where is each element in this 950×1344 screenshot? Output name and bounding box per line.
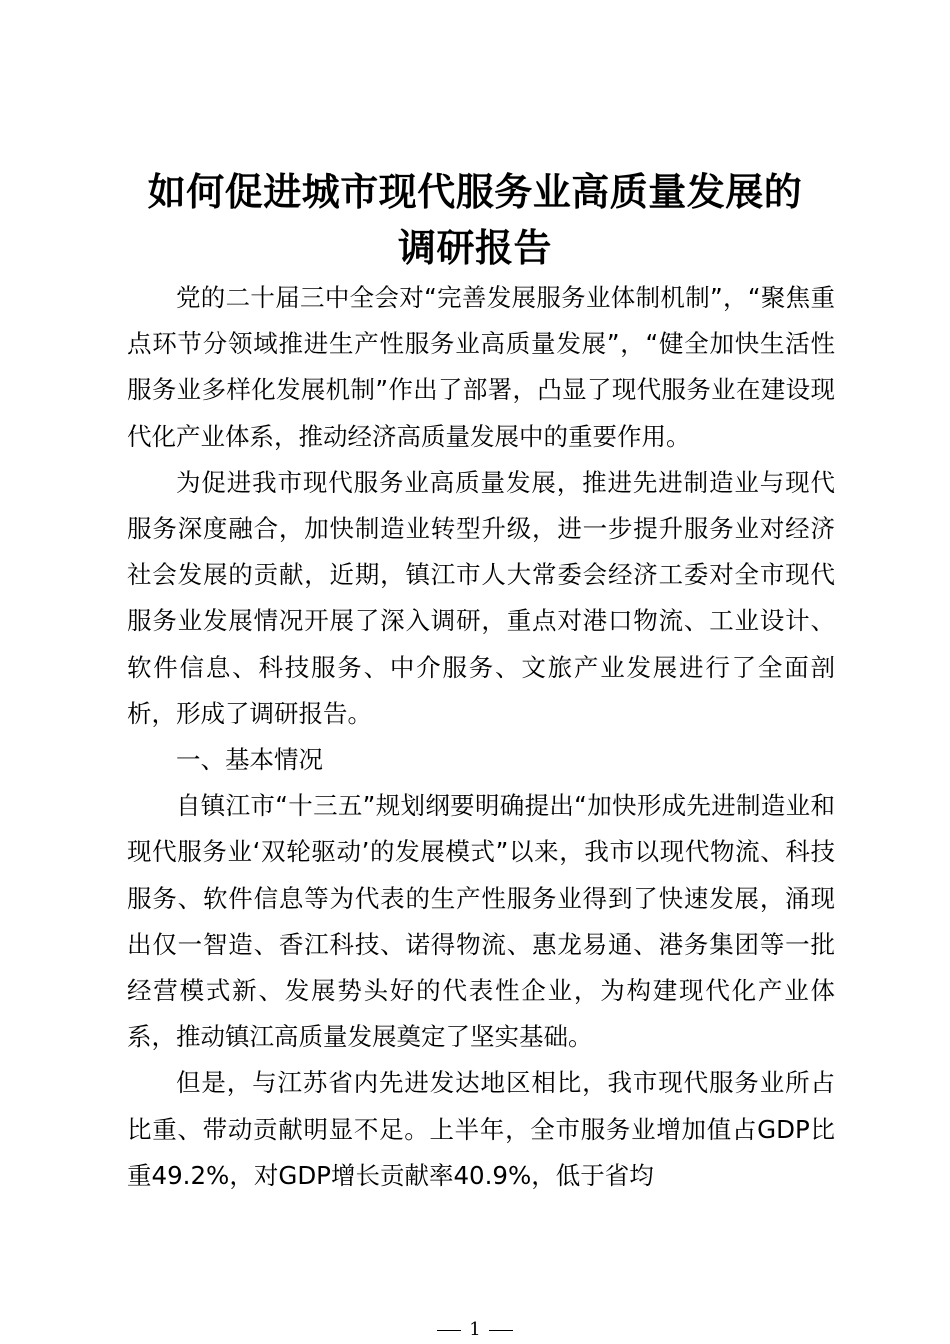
paragraph-purpose: 为促进我市现代服务业高质量发展，推进先进制造业与现代服务深度融合，加快制造业转型升级，进一步提升服务业对经济社会发展的贡献，近期，镇江市人大常委会经济工委对全市现代服务业发展情况开展了深入调研，重点对港口物流、工业设计、软件信息、科技服务、中介服务、文旅产业发展进行了全面剖析，形成了调研报告。 [127, 467, 835, 728]
page-title [110, 164, 840, 276]
page-footer [0, 1318, 950, 1342]
page-number-left-dash [437, 1330, 461, 1331]
title-line-1: 如何促进城市现代服务业高质量发展的 [147, 169, 803, 214]
paragraph-comparison: 但是，与江苏省内先进发达地区相比，我市现代服务业所占比重、带动贡献明显不足。上半年，全市服务业增加值占GDP比重49.2%，对GDP增长贡献率40.9%，低于省均 [127, 1068, 835, 1190]
section-heading-basic-situation: 一、基本情况 [176, 745, 323, 775]
page-number-right-dash [489, 1330, 513, 1331]
title-line-2: 调研报告 [397, 225, 552, 270]
paragraph-development: 自镇江市“十三五”规划纲要明确提出“加快形成先进制造业和现代服务业‘双轮驱动’的发展模式”以来，我市以现代物流、科技服务、软件信息等为代表的生产性服务业得到了快速发展，涌现出仅一智造、香江科技、诺得物流、惠龙易通、港务集团等一批经营模式新、发展势头好的代表性企业，为构建现代化产业体系，推动镇江高质量发展奠定了坚实基础。 [127, 791, 835, 1052]
document-body [127, 275, 835, 1199]
paragraph-intro: 党的二十届三中全会对“完善发展服务业体制机制”，“聚焦重点环节分领域推进生产性服务业高质量发展”，“健全加快生活性服务业多样化发展机制”作出了部署，凸显了现代服务业在建设现代化产业体系，推动经济高质量发展中的重要作用。 [127, 283, 835, 451]
page-number: 1 [469, 1319, 481, 1340]
